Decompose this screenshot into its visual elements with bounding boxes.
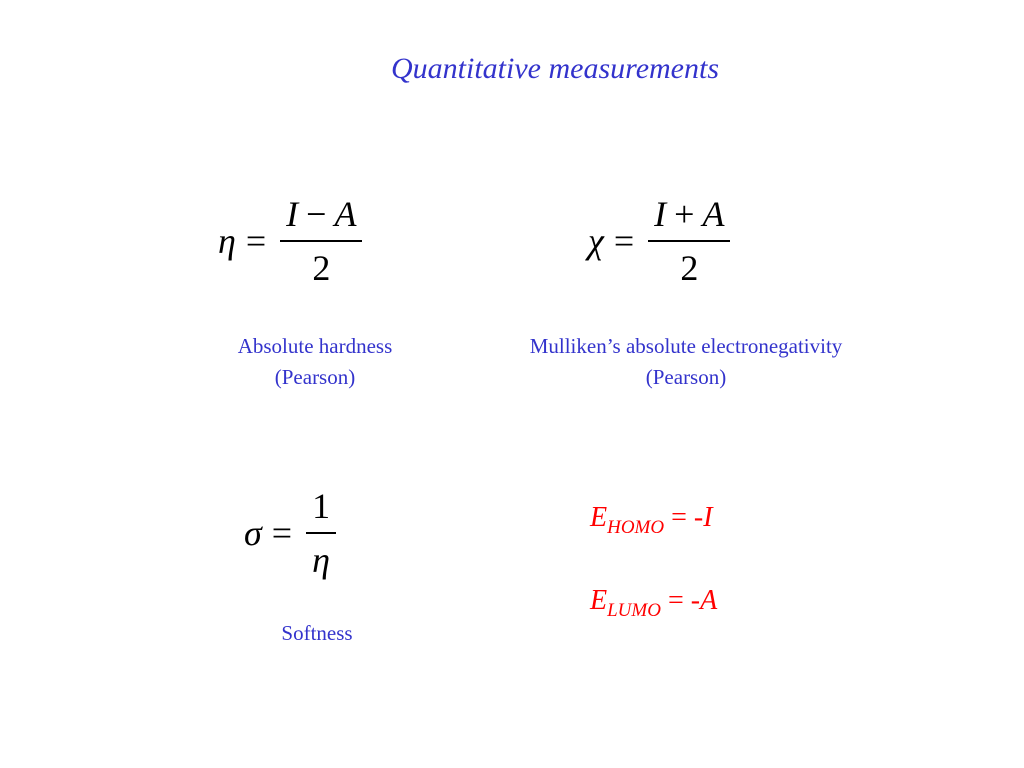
electronegativity-equals: = <box>613 221 635 261</box>
hardness-formula <box>218 196 362 286</box>
hardness-equals: = <box>245 221 267 261</box>
slide-title: Quantitative measurements <box>391 52 719 85</box>
rhs-variable: A <box>700 585 718 616</box>
hardness-numerator <box>280 196 362 240</box>
hardness-caption-line1: Absolute hardness <box>237 334 393 358</box>
energy-symbol: E <box>590 585 608 616</box>
softness-denominator: η <box>312 540 330 580</box>
homo-equation <box>590 502 713 538</box>
hardness-caption-line2: (Pearson) <box>274 365 356 389</box>
softness-numerator: 1 <box>312 486 331 526</box>
softness-formula <box>244 488 336 578</box>
softness-fraction <box>306 488 336 578</box>
affinity-term: A <box>702 194 725 234</box>
affinity-term: A <box>334 194 357 234</box>
rhs-variable: I <box>703 502 713 533</box>
electronegativity-caption <box>486 331 886 393</box>
ionization-term: I <box>654 194 667 234</box>
electronegativity-caption-line2: (Pearson) <box>645 365 727 389</box>
softness-symbol: σ <box>244 513 262 553</box>
hardness-denominator: 2 <box>312 248 331 288</box>
energy-symbol: E <box>590 502 608 533</box>
homo-rhs: = -I <box>664 502 713 533</box>
hardness-caption <box>215 331 415 393</box>
lumo-rhs: = -A <box>660 585 718 616</box>
softness-equals: = <box>271 513 293 553</box>
homo-subscript: HOMO <box>607 517 665 538</box>
electronegativity-formula <box>588 196 730 286</box>
electronegativity-caption-line1: Mulliken’s absolute electronegativity <box>529 334 843 358</box>
minus-operator: − <box>306 194 327 234</box>
electronegativity-numerator <box>648 196 730 240</box>
electronegativity-symbol: χ <box>588 221 604 261</box>
hardness-symbol: η <box>218 221 236 261</box>
plus-operator: + <box>674 194 695 234</box>
ionization-term: I <box>286 194 299 234</box>
electronegativity-denominator: 2 <box>680 248 699 288</box>
lumo-equation <box>590 585 718 621</box>
electronegativity-fraction <box>648 196 730 286</box>
lumo-subscript: LUMO <box>607 600 661 621</box>
hardness-fraction <box>280 196 362 286</box>
softness-caption: Softness <box>281 621 353 645</box>
